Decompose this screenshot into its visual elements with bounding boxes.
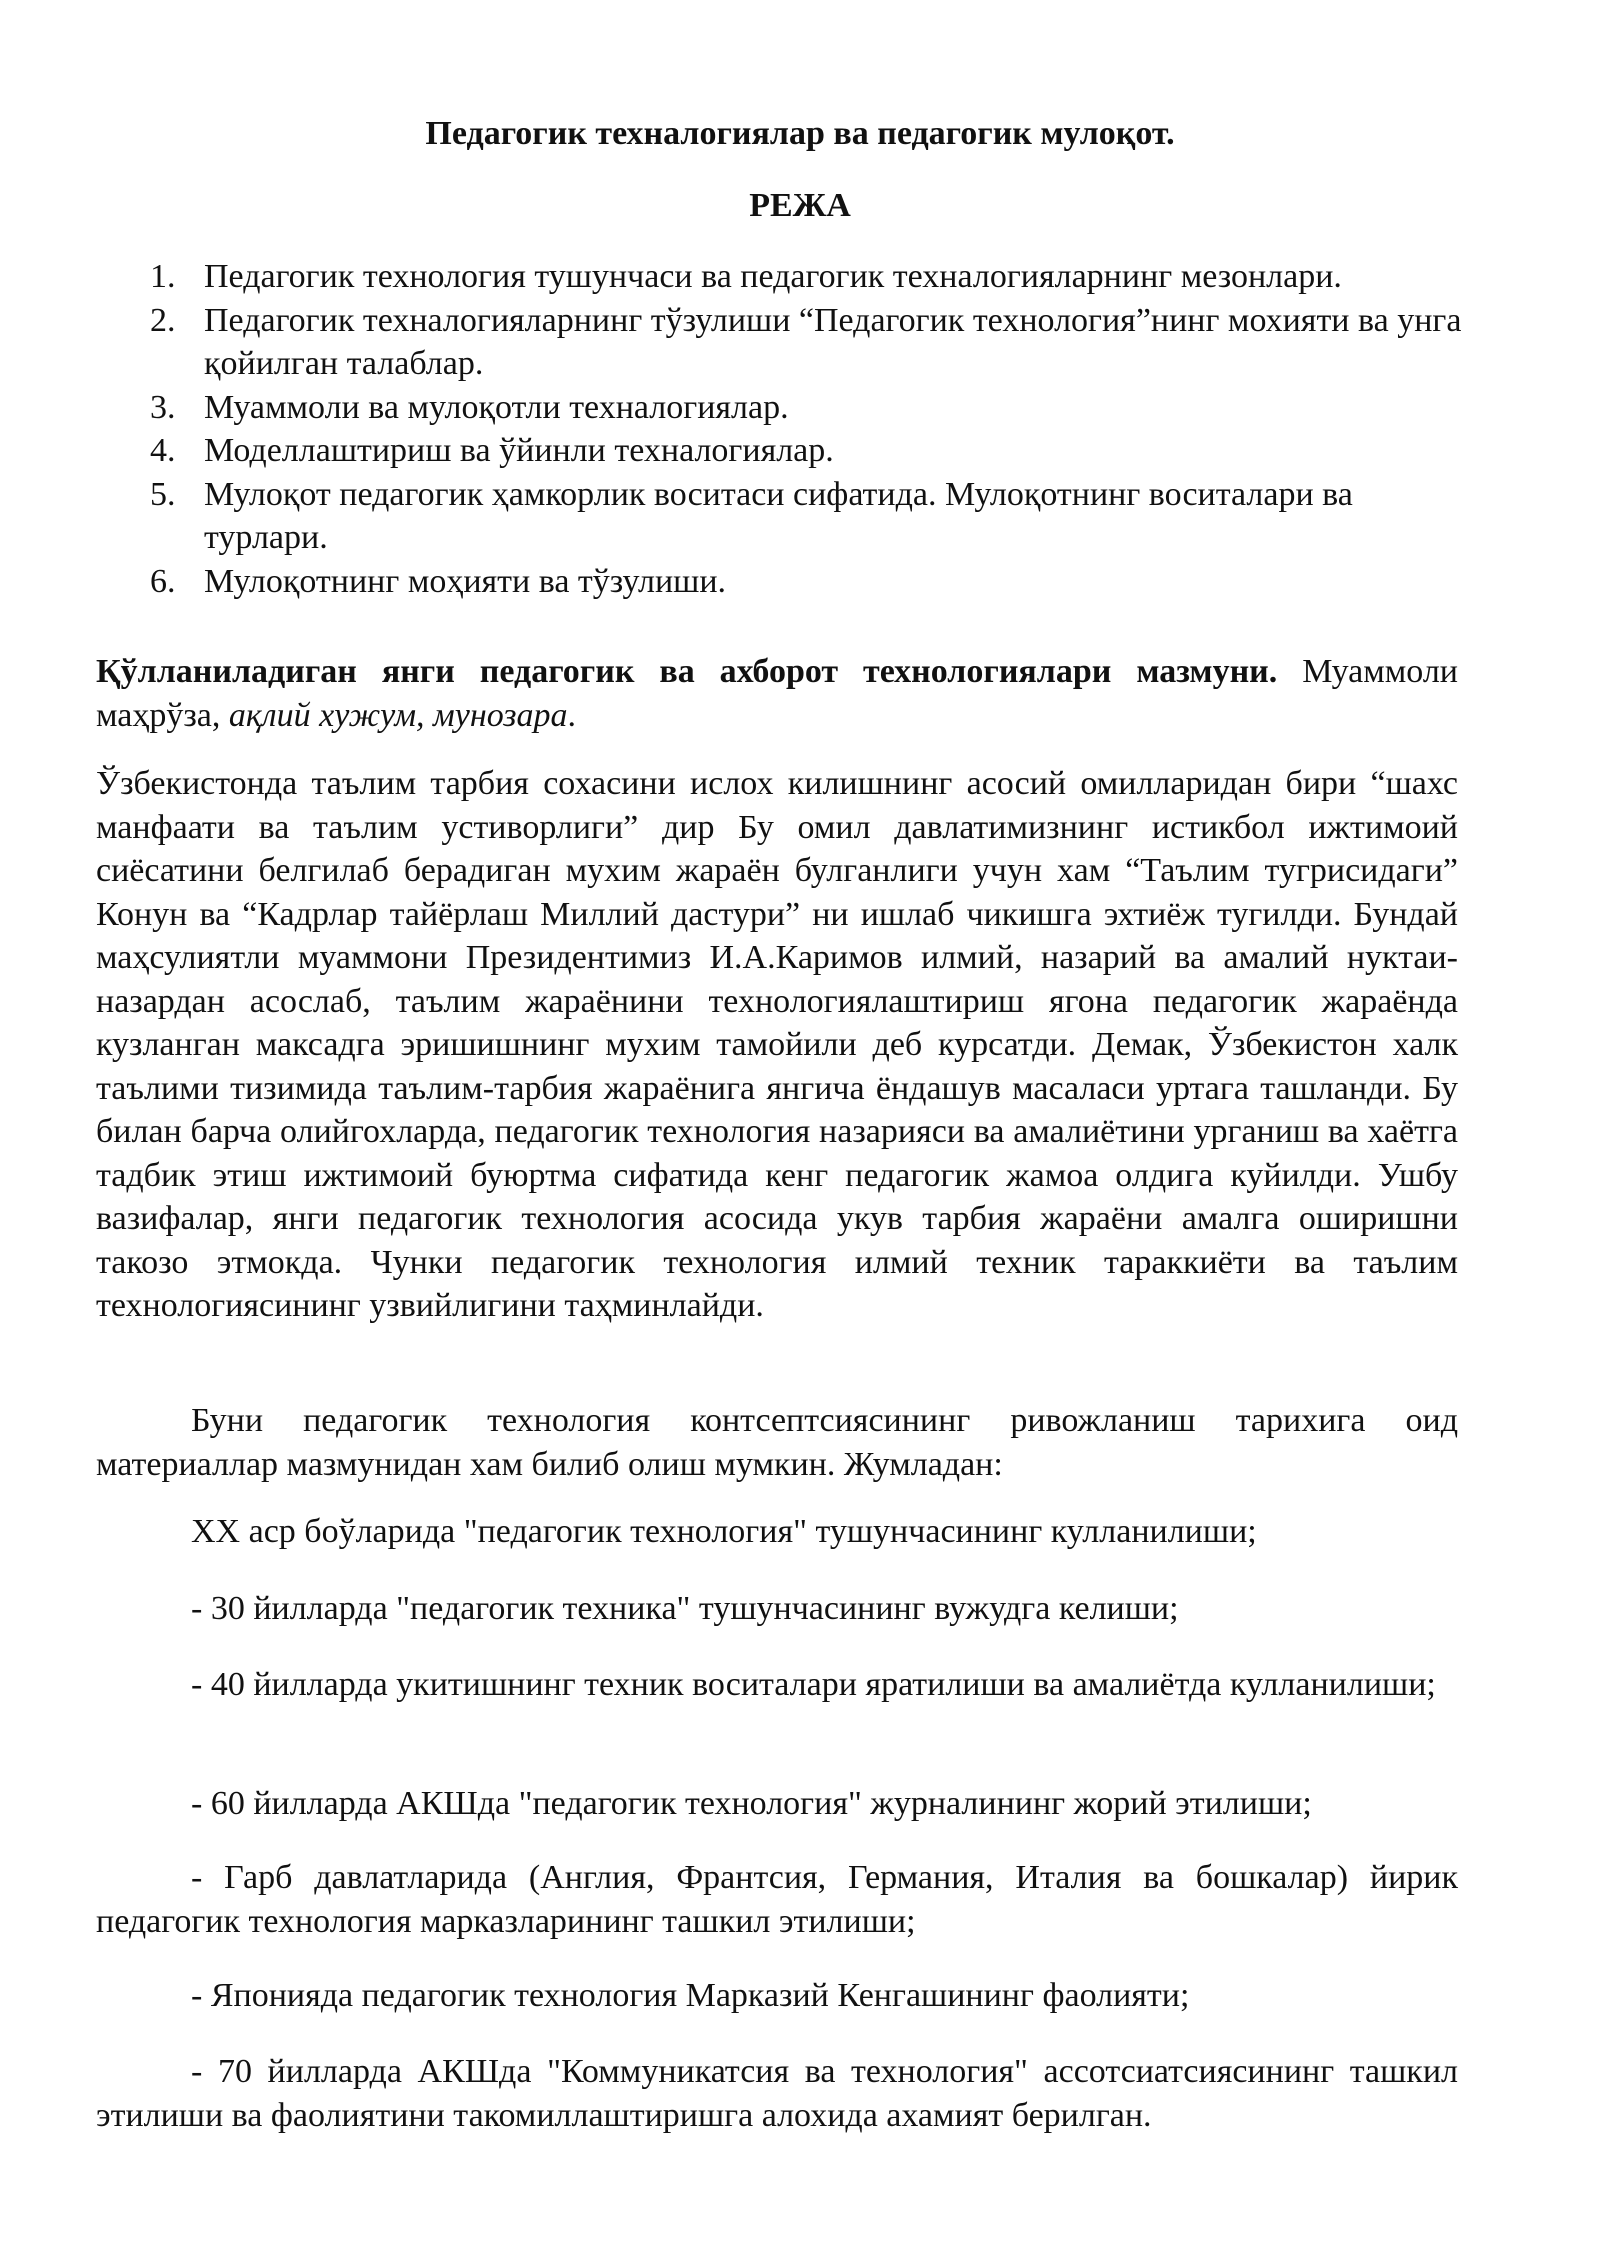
- plan-item-number: 1.: [150, 258, 176, 295]
- plan-heading: РЕЖА: [749, 187, 851, 224]
- plan-item: [150, 473, 1470, 560]
- history-item: - 60 йилларда АКШда "педагогик технология" журналининг жорий этилиши;: [191, 1785, 1312, 1822]
- plan-item: [150, 255, 1470, 299]
- plan-item-number: 3.: [150, 388, 176, 426]
- plan-item-text: Муаммоли ва мулоқотли техналогиялар.: [204, 388, 789, 426]
- history-item: - Японияда педагогик технология Марказий Кенгашининг фаолияти;: [191, 1977, 1190, 2014]
- technologies-lead: [96, 650, 1458, 737]
- lead-end-text: .: [567, 696, 577, 734]
- paragraph: Ўзбекистонда таълим тарбия сохасини ислох килишнинг асосий омилларидан бири “шахс манфаати ва таълим устиворлиги” дир Бу омил давлатимизнинг истикбол ижтимоий сиёсатини белгилаб берадиган мухим жараён булганлиги учун хам “Таълим тугрисидаги” Конун ва “Кадрлар тайёрлаш Миллий дастури” ни ишлаб чикишга эхтиёж тугилди. Бундай маҳсулиятли муаммони Президентимиз И.А.Каримов илмий, назарий ва амалий нуктаи-назардан асослаб, таълим жараёнини технологиялаштириш ягона педагогик жараёнда кузланган максадга эришишнинг мухим тамойили деб курсатди. Демак, Ўзбекистон халк таълими тизимида таълим-тарбия жараёнига янгича ёндашув масаласи уртага ташланди. Бу билан барча олийгохларда, педагогик технология назарияси ва амалиётини урганиш ва хаётга тадбик этиш ижтимоий буюртма сифатида кенг педагогик жамоа олдига куйилди. Ушбу вазифалар, янги педагогик технология асосида укув тарбия жараёни амалга оширишни такозо этмокда. Чунки педагогик технология илмий техник тараккиёти ва таълим технологиясининг узвийлигини таҳминлайди.: [96, 765, 1458, 1324]
- document-title: Педагогик техналогиялар ва педагогик мулоқот.: [425, 115, 1175, 152]
- history-item: - Гарб давлатларида (Англия, Франтсия, Германия, Италия ва бошкалар) йирик педагогик технология марказларининг ташкил этилиши;: [96, 1859, 1458, 1940]
- plan-item-number: 4.: [150, 432, 176, 469]
- plan-list: [150, 255, 1470, 603]
- lead-bold-text: Қўлланиладиган янги педагогик ва ахборот технологиялари мазмуни.: [96, 653, 1278, 690]
- paragraph: Буни педагогик технология контсептсиясининг ривожланиш тарихига оид материаллар мазмунидан хам билиб олиш мумкин. Жумладан:: [96, 1402, 1458, 1483]
- plan-item: [150, 299, 1470, 386]
- plan-item: [150, 560, 1470, 604]
- plan-item: [150, 386, 1470, 430]
- plan-item-text: Мулоқотнинг моҳияти ва тўзулиши.: [204, 562, 727, 600]
- history-item: - 30 йилларда "педагогик техника" тушунчасининг вужудга келиши;: [191, 1590, 1179, 1627]
- plan-item-text: Моделлаштириш ва ўйинли техналогиялар.: [204, 432, 834, 469]
- plan-item-number: 5.: [150, 475, 176, 513]
- plan-item-number: 6.: [150, 562, 176, 600]
- plan-item: [150, 429, 1470, 473]
- plan-item-text: Мулоқот педагогик ҳамкорлик воситаси сифатида. Мулоқотнинг воситалари ва турлари.: [204, 475, 1353, 556]
- history-item: XX аср боўларида "педагогик технология" тушунчасининг кулланилиши;: [191, 1513, 1257, 1550]
- history-item: - 70 йилларда АКШда "Коммуникатсия ва технология" ассотсиатсиясининг ташкил этилиши ва фаолиятини такомиллаштиришга алохида ахамият берилган.: [96, 2053, 1458, 2134]
- history-item: - 40 йилларда укитишнинг техник воситалари яратилиши ва амалиётда кулланилиши;: [191, 1666, 1436, 1703]
- lead-italic-text: ақлий хужум, мунозара: [228, 696, 568, 734]
- plan-item-number: 2.: [150, 301, 176, 339]
- plan-item-text: Педагогик техналогияларнинг тўзулиши “Педагогик технология”нинг мохияти ва унга қойилган талаблар.: [204, 301, 1462, 382]
- lead-normal-text: Муаммоли маҳрўза,: [96, 653, 1459, 734]
- plan-item-text: Педагогик технология тушунчаси ва педагогик техналогияларнинг мезонлари.: [204, 258, 1342, 295]
